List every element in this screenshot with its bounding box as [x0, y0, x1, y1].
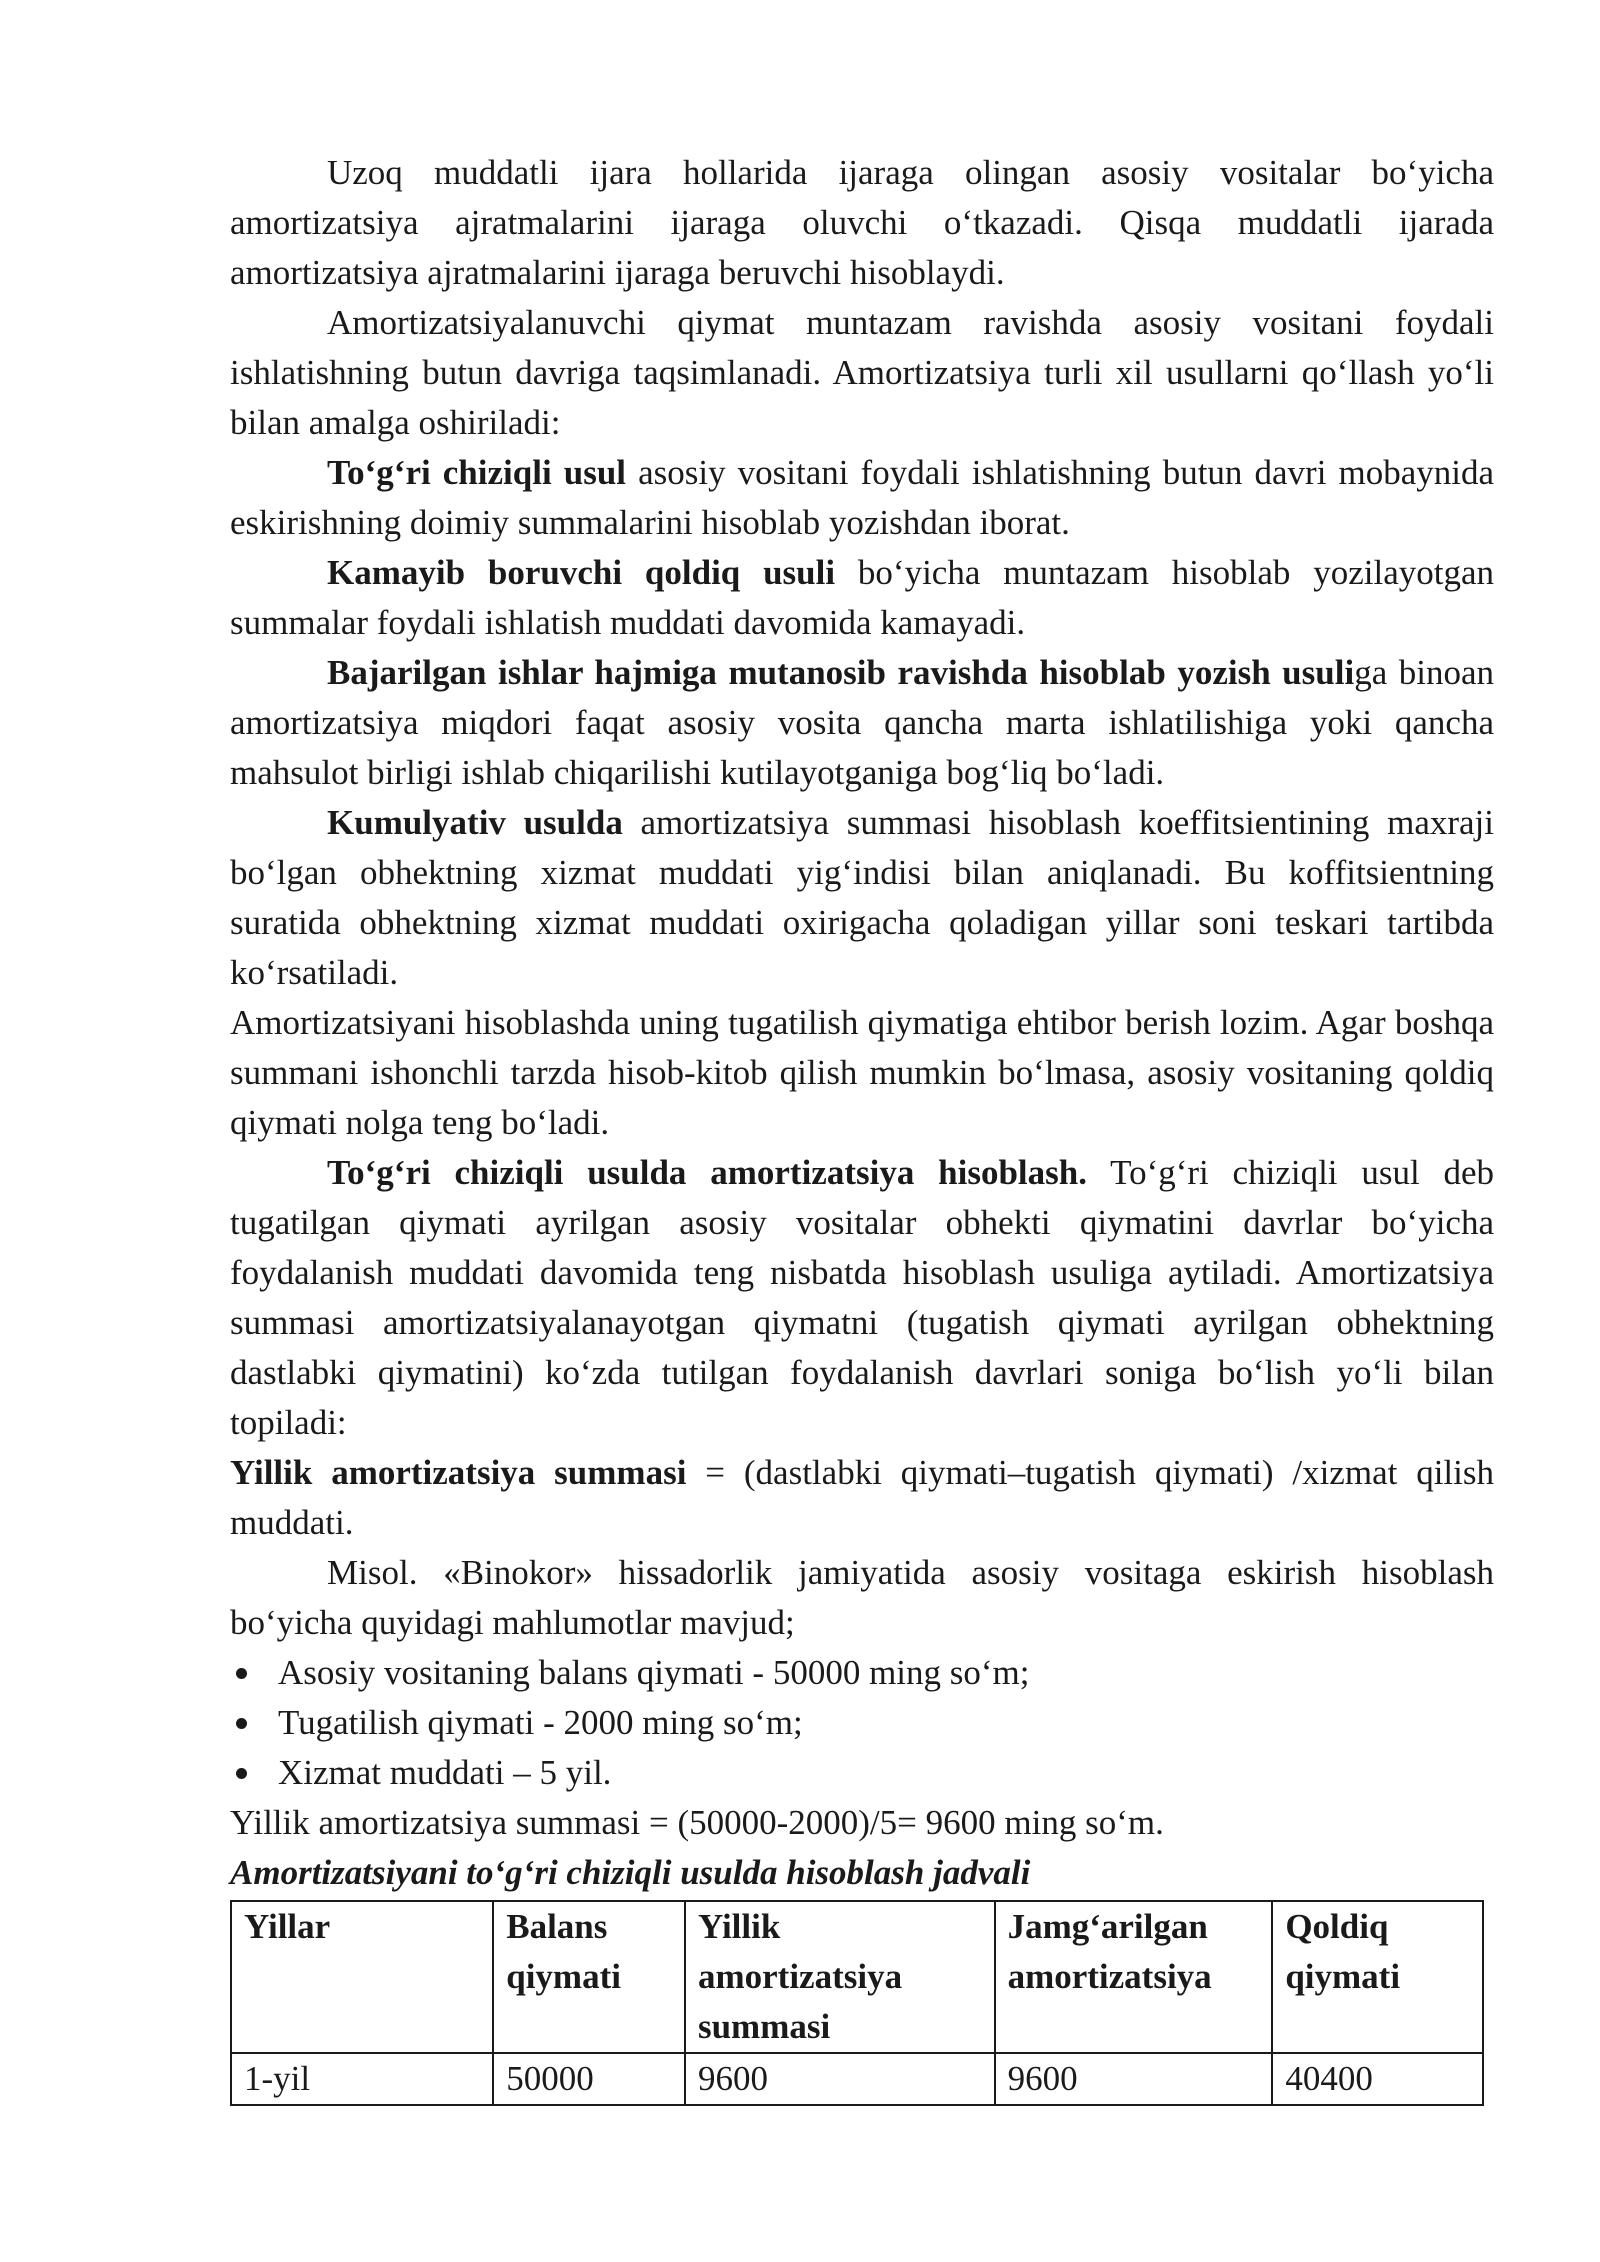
column-header-residual-value: Qoldiq qiymati [1272, 1901, 1483, 2053]
formula-result-text: Yillik amortizatsiya summasi = (50000-2000)/5= 9600 ming so‘m. [230, 1803, 1164, 1842]
bullet-icon [236, 1768, 247, 1779]
table-cell: 40400 [1272, 2053, 1483, 2105]
paragraph-text: Misol. «Binokor» hissadorlik jamiyatida asosiy vositaga eskirish hisoblash bo‘yicha quyidagi mahlumotlar mavjud; [230, 1553, 1494, 1642]
example-data-list [230, 1648, 1494, 1798]
paragraph-declining-balance-method [230, 548, 1494, 648]
paragraph-example [230, 1548, 1494, 1648]
document-page [230, 148, 1494, 2106]
term-bold: Bajarilgan ishlar hajmiga mutanosib ravishda hisoblab yozish usuli [327, 653, 1355, 692]
list-item [230, 1648, 1494, 1698]
paragraph-text: amortizatsiya summasi hisoblash koeffitsientining maxraji bo‘lgan obhektning xizmat muddati yig‘indisi bilan aniqlanadi. Bu koffitsientning suratida obhektning xizmat muddati oxirigacha qoladigan yillar soni teskari tartibda ko‘rsatiladi. [230, 803, 1494, 992]
term-bold: Kamayib boruvchi qoldiq usuli [327, 553, 836, 592]
paragraph-text: ga binoan amortizatsiya miqdori faqat asosiy vosita qancha marta ishlatilishiga yoki qancha mahsulot birligi ishlab chiqarilishi kutilayotganiga bog‘liq bo‘ladi. [230, 653, 1494, 792]
column-header-annual-depreciation: Yillik amortizatsiya summasi [685, 1901, 995, 2053]
paragraph-annual-formula [230, 1448, 1494, 1548]
paragraph-units-of-production-method [230, 648, 1494, 798]
paragraph-text: Uzoq muddatli ijara hollarida ijaraga olingan asosiy vositalar bo‘yicha amortizatsiya ajratmalarini ijaraga oluvchi o‘tkazadi. Qisqa muddatli ijarada amortizatsiya ajratmalarini ijaraga beruvchi hisoblaydi. [230, 153, 1494, 292]
paragraph-text: = (dastlabki qiymati–tugatish qiymati) /xizmat qilish muddati. [230, 1453, 1494, 1542]
paragraph-text: asosiy vositani foydali ishlatishning butun davri mobaynida eskirishning doimiy summalarini hisoblab yozishdan iborat. [230, 453, 1494, 542]
paragraph-salvage-value [230, 998, 1494, 1148]
paragraph-straight-line-calculation [230, 1148, 1494, 1448]
list-item [230, 1698, 1494, 1748]
table-cell: 9600 [995, 2053, 1273, 2105]
column-header-balance-value: Balans qiymati [493, 1901, 685, 2053]
table-cell: 50000 [493, 2053, 685, 2105]
paragraph-text: Amortizatsiyalanuvchi qiymat muntazam ravishda asosiy vositani foydali ishlatishning butun davriga taqsimlanadi. Amortizatsiya turli xil usullarni qo‘llash yo‘li bilan amalga oshiriladi: [230, 303, 1494, 442]
paragraph-text: To‘g‘ri chiziqli usul deb tugatilgan qiymati ayrilgan asosiy vositalar obhekti qiymatini davrlar bo‘yicha foydalanish muddati davomida teng nisbatda hisoblash usuliga aytiladi. Amortizatsiya summasi amortizatsiyalanayotgan qiymatni (tugatish qiymati ayrilgan obhektning dastlabki qiymatini) ko‘zda tutilgan foydalanish davrlari soniga bo‘lish yo‘li bilan topiladi: [230, 1153, 1494, 1442]
depreciation-table [230, 1900, 1484, 2106]
list-item-text: Asosiy vositaning balans qiymati - 50000 ming so‘m; [278, 1653, 1030, 1692]
bullet-icon [236, 1718, 247, 1729]
table-cell: 9600 [685, 2053, 995, 2105]
paragraph-text: bo‘yicha muntazam hisoblab yozilayotgan summalar foydali ishlatish muddati davomida kamayadi. [230, 553, 1495, 642]
term-bold: Kumulyativ usulda [327, 803, 623, 842]
term-bold: To‘g‘ri chiziqli usulda amortizatsiya hisoblash. [327, 1153, 1087, 1192]
table-header-row [231, 1901, 1483, 2053]
paragraph-text: Amortizatsiyani hisoblashda uning tugatilish qiymatiga ehtibor berish lozim. Agar boshqa summani ishonchli tarzda hisob-kitob qilish mumkin bo‘lmasa, asosiy vositaning qoldiq qiymati nolga teng bo‘ladi. [230, 1003, 1494, 1142]
term-bold: To‘g‘ri chiziqli usul [327, 453, 627, 492]
column-header-accumulated-depreciation: Jamg‘arilgan amortizatsiya [995, 1901, 1273, 2053]
table-caption: Amortizatsiyani to‘g‘ri chiziqli usulda hisoblash jadvali [230, 1853, 1031, 1892]
paragraph-cumulative-method [230, 798, 1494, 998]
paragraph-depreciable-value [230, 298, 1494, 448]
term-bold: Yillik amortizatsiya summasi [230, 1453, 687, 1492]
table-row [231, 2053, 1483, 2105]
paragraph-straight-line-method [230, 448, 1494, 548]
list-item-text: Xizmat muddati – 5 yil. [278, 1753, 612, 1792]
bullet-icon [236, 1668, 247, 1679]
formula-result [230, 1798, 1494, 1848]
column-header-years: Yillar [231, 1901, 493, 2053]
list-item-text: Tugatilish qiymati - 2000 ming so‘m; [278, 1703, 803, 1742]
table-cell: 1-yil [231, 2053, 493, 2105]
list-item [230, 1748, 1494, 1798]
paragraph-lease-depreciation [230, 148, 1494, 298]
